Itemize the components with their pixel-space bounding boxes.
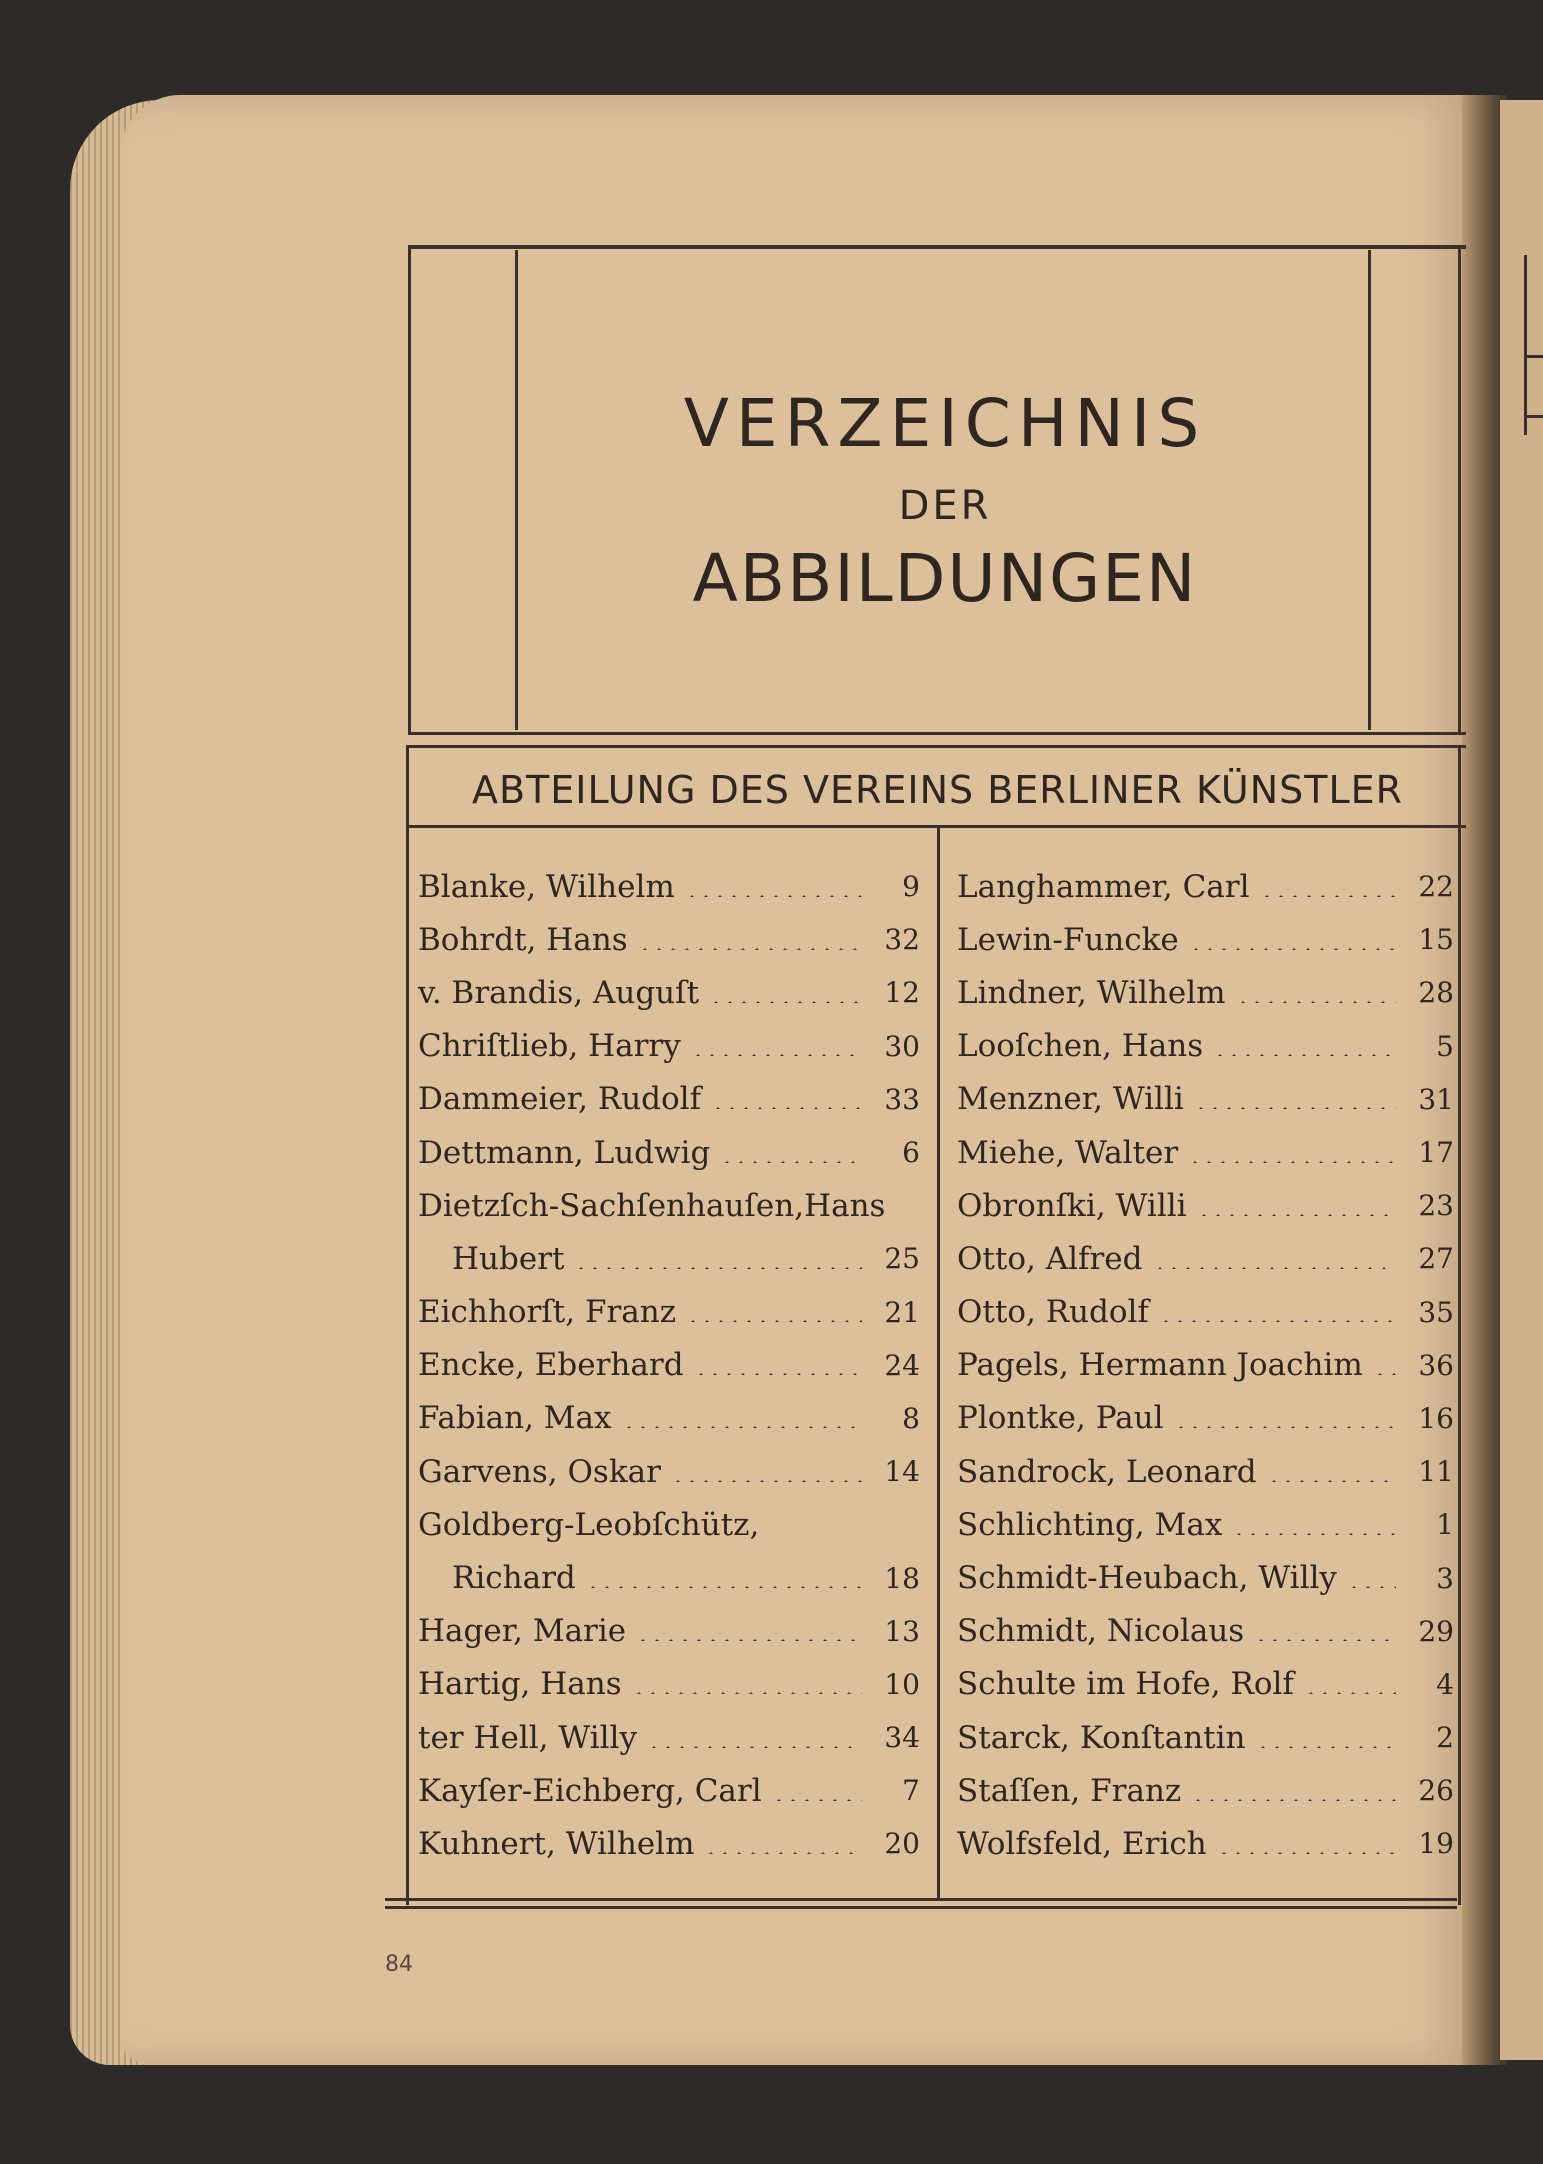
section-heading: ABTEILUNG DES VEREINS BERLINER KÜNSTLER bbox=[471, 768, 1404, 812]
index-entry bbox=[418, 860, 920, 913]
leader-dots bbox=[709, 983, 862, 1003]
left-column bbox=[418, 860, 920, 1871]
entry-page: 2 bbox=[1436, 1721, 1454, 1755]
index-entry bbox=[957, 1764, 1454, 1817]
entry-name: Menzner, Willi bbox=[957, 1081, 1184, 1118]
entry-name: Looſchen, Hans bbox=[957, 1028, 1204, 1065]
index-entry bbox=[957, 1126, 1454, 1179]
entry-name: Kayſer-Eichberg, Carl bbox=[418, 1772, 762, 1809]
index-entry bbox=[957, 860, 1454, 913]
entry-page: 32 bbox=[884, 923, 920, 957]
leader-dots bbox=[1159, 1302, 1396, 1322]
leader-dots bbox=[1189, 930, 1396, 950]
entry-page: 4 bbox=[1436, 1667, 1454, 1701]
entry-page: 20 bbox=[884, 1827, 920, 1861]
entry-name: Schlichting, Max bbox=[957, 1506, 1223, 1543]
index-entry bbox=[957, 1605, 1454, 1658]
right-column bbox=[957, 860, 1454, 1871]
entry-name: Goldberg-Leobſchütz, bbox=[418, 1506, 760, 1543]
index-entry bbox=[957, 1339, 1454, 1392]
entry-page: 36 bbox=[1418, 1348, 1454, 1382]
index-entry bbox=[418, 1605, 920, 1658]
entry-page: 10 bbox=[884, 1667, 920, 1701]
index-entry bbox=[957, 1020, 1454, 1073]
entry-name: Lewin-Funcke bbox=[957, 921, 1179, 958]
index-entry bbox=[957, 913, 1454, 966]
table-bottom-double-rule bbox=[385, 1906, 1457, 1909]
entry-page: 3 bbox=[1436, 1561, 1454, 1595]
leader-dots bbox=[1304, 1674, 1396, 1694]
entry-page: 28 bbox=[1418, 976, 1454, 1010]
index-entry bbox=[957, 1179, 1454, 1232]
title-line-3: ABBILDUNGEN bbox=[692, 540, 1198, 617]
entry-page: 29 bbox=[1418, 1614, 1454, 1648]
next-page-rule bbox=[1525, 355, 1543, 358]
index-entry bbox=[418, 1339, 920, 1392]
leader-dots bbox=[1232, 1515, 1396, 1535]
entry-name: Kuhnert, Wilhelm bbox=[418, 1825, 695, 1862]
entry-page: 11 bbox=[1418, 1455, 1454, 1489]
table-left-rule bbox=[406, 745, 409, 1905]
index-entry bbox=[418, 1658, 920, 1711]
leader-dots bbox=[574, 1249, 862, 1269]
entry-page: 9 bbox=[902, 870, 920, 904]
entry-page: 16 bbox=[1418, 1401, 1454, 1435]
entry-page: 34 bbox=[884, 1721, 920, 1755]
leader-dots bbox=[1197, 1196, 1396, 1216]
leader-dots bbox=[1256, 1728, 1396, 1748]
index-entry bbox=[957, 1392, 1454, 1445]
entry-page: 25 bbox=[884, 1242, 920, 1276]
entry-name: Hubert bbox=[452, 1240, 565, 1277]
entry-name: Otto, Rudolf bbox=[957, 1294, 1149, 1331]
index-entry-continuation bbox=[418, 1232, 920, 1285]
entry-page: 19 bbox=[1418, 1827, 1454, 1861]
entry-page: 23 bbox=[1418, 1189, 1454, 1223]
entry-name: Obronſki, Willi bbox=[957, 1187, 1187, 1224]
entry-name: Garvens, Oskar bbox=[418, 1453, 661, 1490]
entry-page: 8 bbox=[902, 1401, 920, 1435]
table-right-rule bbox=[1458, 745, 1461, 1905]
index-entry bbox=[418, 1020, 920, 1073]
title-frame-top-rule bbox=[408, 245, 1466, 249]
leader-dots bbox=[694, 1355, 862, 1375]
entry-page: 26 bbox=[1418, 1774, 1454, 1808]
index-entry bbox=[957, 1286, 1454, 1339]
title-line-1: VERZEICHNIS bbox=[683, 385, 1207, 462]
entry-name: Otto, Alfred bbox=[957, 1240, 1143, 1277]
entry-page: 31 bbox=[1418, 1082, 1454, 1116]
index-entry bbox=[418, 1817, 920, 1870]
entry-name: Hartig, Hans bbox=[418, 1666, 622, 1703]
section-top-rule bbox=[408, 745, 1466, 748]
entry-name: Schulte im Hofe, Rolf bbox=[957, 1666, 1294, 1703]
page-number: 84 bbox=[385, 1952, 413, 1977]
entry-name: Dietzſch-Sachſenhauſen,Hans bbox=[418, 1187, 886, 1224]
entry-name: Starck, Konſtantin bbox=[957, 1719, 1246, 1756]
leader-dots bbox=[1347, 1568, 1396, 1588]
entry-name: Bohrdt, Hans bbox=[418, 921, 628, 958]
entry-name: Plontke, Paul bbox=[957, 1400, 1164, 1437]
leader-dots bbox=[685, 877, 862, 897]
entry-name: Schmidt, Nicolaus bbox=[957, 1613, 1245, 1650]
leader-dots bbox=[720, 1143, 862, 1163]
index-entry bbox=[418, 1073, 920, 1126]
index-entry bbox=[957, 1445, 1454, 1498]
index-entry bbox=[957, 1073, 1454, 1126]
index-entry bbox=[418, 1286, 920, 1339]
leader-dots bbox=[1236, 983, 1396, 1003]
entry-name: Sandrock, Leonard bbox=[957, 1453, 1257, 1490]
index-entry bbox=[418, 1126, 920, 1179]
index-entry bbox=[957, 1658, 1454, 1711]
entry-name: Langhammer, Carl bbox=[957, 868, 1250, 905]
entry-name: Schmidt-Heubach, Willy bbox=[957, 1560, 1337, 1597]
index-entry bbox=[418, 1445, 920, 1498]
leader-dots bbox=[647, 1728, 862, 1748]
leader-dots bbox=[772, 1781, 862, 1801]
entry-name: Dettmann, Ludwig bbox=[418, 1134, 711, 1171]
index-entry bbox=[957, 966, 1454, 1019]
entry-name: Pagels, Hermann Joachim bbox=[957, 1347, 1363, 1384]
index-entry bbox=[418, 913, 920, 966]
entry-name: Chriſtlieb, Harry bbox=[418, 1028, 681, 1065]
next-page-edge bbox=[1500, 100, 1543, 2060]
entry-page: 21 bbox=[884, 1295, 920, 1329]
index-entry bbox=[418, 966, 920, 1019]
leader-dots bbox=[1188, 1143, 1396, 1163]
index-entry bbox=[418, 1179, 920, 1232]
entry-page: 22 bbox=[1418, 870, 1454, 904]
entry-page: 14 bbox=[884, 1455, 920, 1489]
entry-page: 30 bbox=[884, 1029, 920, 1063]
index-entry bbox=[418, 1392, 920, 1445]
next-page-rule bbox=[1525, 415, 1543, 418]
index-entry bbox=[418, 1711, 920, 1764]
leader-dots bbox=[686, 1302, 862, 1322]
leader-dots bbox=[1260, 877, 1396, 897]
entry-page: 7 bbox=[902, 1774, 920, 1808]
entry-page: 1 bbox=[1436, 1508, 1454, 1542]
title-line-2: DER bbox=[898, 483, 992, 529]
entry-page: 6 bbox=[902, 1136, 920, 1170]
entry-page: 17 bbox=[1418, 1136, 1454, 1170]
leader-dots bbox=[586, 1568, 862, 1588]
leader-dots bbox=[1373, 1355, 1396, 1375]
leader-dots bbox=[691, 1036, 862, 1056]
entry-name: Hager, Marie bbox=[418, 1613, 627, 1650]
leader-dots bbox=[1153, 1249, 1397, 1269]
leader-dots bbox=[1267, 1462, 1396, 1482]
entry-page: 27 bbox=[1418, 1242, 1454, 1276]
leader-dots bbox=[1191, 1781, 1396, 1801]
entry-page: 15 bbox=[1418, 923, 1454, 957]
entry-name: Blanke, Wilhelm bbox=[418, 868, 675, 905]
index-entry-continuation bbox=[418, 1551, 920, 1604]
index-entry bbox=[957, 1711, 1454, 1764]
entry-page: 5 bbox=[1436, 1029, 1454, 1063]
leader-dots bbox=[636, 1621, 862, 1641]
title-frame-inner-left-rule bbox=[515, 250, 518, 730]
entry-name: v. Brandis, Auguſt bbox=[418, 974, 700, 1011]
leader-dots bbox=[1194, 1089, 1396, 1109]
index-entry bbox=[957, 1551, 1454, 1604]
entry-name: Miehe, Walter bbox=[957, 1134, 1179, 1171]
entry-page: 35 bbox=[1418, 1295, 1454, 1329]
leader-dots bbox=[638, 930, 862, 950]
column-divider bbox=[937, 828, 940, 1898]
index-entry bbox=[418, 1498, 920, 1551]
index-entry bbox=[957, 1232, 1454, 1285]
title-frame-right-rule bbox=[1458, 245, 1461, 735]
entry-name: Eichhorſt, Franz bbox=[418, 1294, 677, 1331]
entry-name: Richard bbox=[452, 1560, 576, 1597]
entry-name: Staſſen, Franz bbox=[957, 1772, 1182, 1809]
entry-page: 12 bbox=[884, 976, 920, 1010]
leader-dots bbox=[711, 1089, 862, 1109]
entry-name: Lindner, Wilhelm bbox=[957, 974, 1226, 1011]
leader-dots bbox=[632, 1674, 862, 1694]
entry-name: Encke, Eberhard bbox=[418, 1347, 684, 1384]
entry-page: 33 bbox=[884, 1082, 920, 1116]
entry-name: Wolfsfeld, Erich bbox=[957, 1825, 1207, 1862]
entry-name: ter Hell, Willy bbox=[418, 1719, 637, 1756]
entry-page: 24 bbox=[884, 1348, 920, 1382]
entry-page: 13 bbox=[884, 1614, 920, 1648]
index-entry bbox=[957, 1817, 1454, 1870]
title-frame-bottom-rule bbox=[408, 732, 1466, 735]
leader-dots bbox=[671, 1462, 862, 1482]
leader-dots bbox=[1213, 1036, 1396, 1056]
next-page-rule bbox=[1524, 255, 1527, 435]
title-frame-left-rule bbox=[408, 245, 411, 735]
index-entry bbox=[418, 1764, 920, 1817]
entry-name: Fabian, Max bbox=[418, 1400, 612, 1437]
leader-dots bbox=[1254, 1621, 1396, 1641]
entry-name: Dammeier, Rudolf bbox=[418, 1081, 702, 1118]
leader-dots bbox=[1217, 1834, 1396, 1854]
table-bottom-rule bbox=[385, 1898, 1457, 1901]
index-entry bbox=[957, 1498, 1454, 1551]
leader-dots bbox=[1174, 1408, 1396, 1428]
leader-dots bbox=[704, 1834, 862, 1854]
leader-dots bbox=[622, 1408, 862, 1428]
entry-page: 18 bbox=[884, 1561, 920, 1595]
